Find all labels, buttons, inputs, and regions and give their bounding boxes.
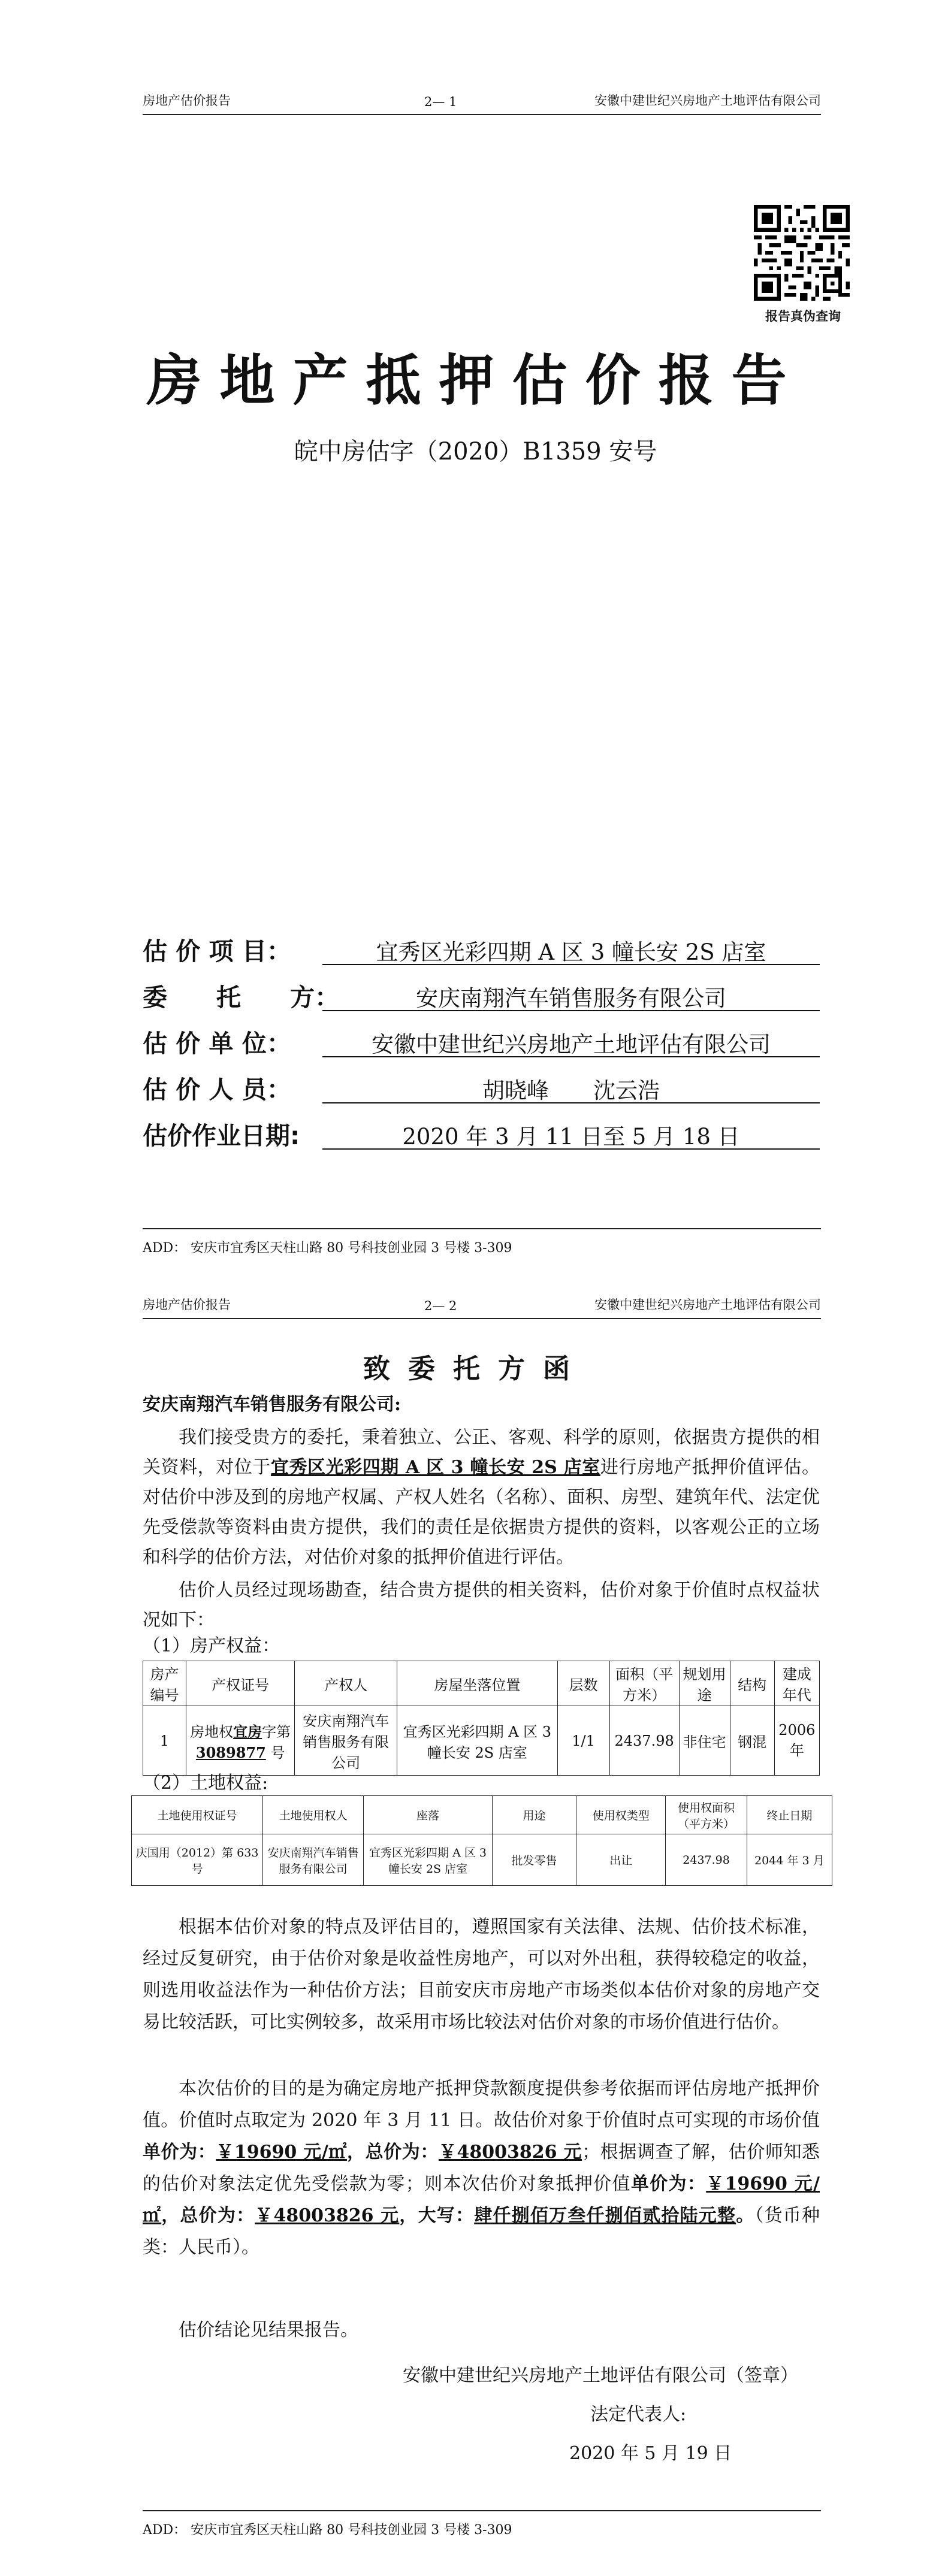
text: 3089877 — [195, 1743, 266, 1761]
info-row-client — [143, 972, 820, 1014]
info-label: 估 价 项 目： — [143, 937, 291, 966]
table-header: 结构 — [730, 1661, 774, 1706]
text: （货币种类：人民币）。 — [143, 2205, 820, 2258]
header-left: 房地产估价报告 — [143, 1298, 231, 1312]
property-address: 宜秀区光彩四期 A 区 3 幢长安 2S 店室 — [270, 1457, 600, 1478]
table-header: 终止日期 — [747, 1796, 832, 1834]
table-cell: 1 — [143, 1706, 186, 1776]
table-cell: 2437.98 — [666, 1834, 747, 1886]
text: 。 — [736, 2205, 755, 2226]
table-header: 房产编号 — [143, 1661, 186, 1706]
land-rights-table — [131, 1795, 832, 1886]
table-header: 产权人 — [295, 1661, 397, 1706]
header-left: 房地产估价报告 — [143, 93, 231, 108]
header-company: 安徽中建世纪兴房地产土地评估有限公司 — [594, 1298, 821, 1312]
signature-company: 安徽中建世纪兴房地产土地评估有限公司（签章） — [403, 2365, 798, 2386]
header-page-number: 2— 1 — [424, 95, 457, 109]
letter-title: 致委托方函 — [363, 1353, 588, 1384]
table-row — [143, 1706, 820, 1776]
text: ，总价为： — [347, 2142, 439, 2163]
info-label: 估 价 人 员： — [143, 1075, 291, 1104]
recipient: 安庆南翔汽车销售服务有限公司: — [143, 1394, 401, 1415]
info-value: 胡晓峰 沈云浩 — [322, 1072, 820, 1103]
table-cell: 批发零售 — [492, 1834, 576, 1886]
info-label: 委 托 方： — [143, 983, 339, 1012]
text: 字第 — [262, 1723, 291, 1740]
text: 单价为： — [143, 2142, 216, 2163]
paragraph-5: 估价结论见结果报告。 — [179, 2320, 358, 2341]
table-header: 规划用途 — [679, 1661, 730, 1706]
land-rights-label: （2）土地权益: — [143, 1773, 268, 1794]
table-cell: 2437.98 — [609, 1706, 679, 1776]
text: 单价为： — [630, 2173, 707, 2194]
paragraph-2: 估价人员经过现场勘查，结合贵方提供的相关资料，估价对象于价值时点权益状况如下： — [143, 1580, 820, 1631]
text: ，大写： — [399, 2205, 475, 2226]
info-value: 宜秀区光彩四期 A 区 3 幢长安 2S 店室 — [322, 934, 820, 965]
qr-label: 报告真伪查询 — [765, 309, 841, 323]
paragraph-3: 根据本估价对象的特点及评估目的，遵照国家有关法律、法规、估价技术标准，经过反复研究，由于估价对象是收益性房地产，可以对外出租，获得较稳定的收益，则选用收益法作为一种估价方法；目前安庆市房地产市场类似本估价对象的房地产交易比较活跃，可比实例较多，故采用市场比较法对估价对象的市场价值进行估价。 — [143, 1916, 820, 2033]
table-cell: 2006 年 — [774, 1706, 819, 1776]
table-cell: 安庆南翔汽车销售服务有限公司 — [295, 1706, 397, 1776]
info-row-appraisers — [143, 1064, 820, 1106]
table-cell — [186, 1706, 294, 1776]
text: 号 — [265, 1744, 285, 1761]
info-label: 估 价 单 位： — [143, 1029, 291, 1058]
text: ；根据调查了解，估价师知悉的估价对象法定优先受偿款为零；则本次估价对象抵押价值 — [143, 2142, 820, 2194]
table-header: 使用权面积（平方米） — [666, 1796, 747, 1834]
table-cell: 钢混 — [730, 1706, 774, 1776]
paragraph-1 — [143, 1423, 820, 1573]
table-cell: 出让 — [576, 1834, 666, 1886]
table-header: 使用权类型 — [576, 1796, 666, 1834]
house-rights-table — [143, 1661, 820, 1776]
table-header: 土地使用权证号 — [132, 1796, 263, 1834]
table-header: 房屋坐落位置 — [397, 1661, 557, 1706]
text: 房地权 — [190, 1723, 234, 1740]
table-cell: 非住宅 — [679, 1706, 730, 1776]
table-header: 产权证号 — [186, 1661, 294, 1706]
mortgage-total-price: ￥48003826 元 — [255, 2205, 400, 2226]
table-cell: 2044 年 3 月 — [747, 1834, 832, 1886]
info-row-work-dates — [143, 1110, 820, 1152]
info-row-appraiser-firm — [143, 1018, 820, 1060]
table-header: 建成年代 — [774, 1661, 819, 1706]
signature-representative: 法定代表人: — [590, 2404, 687, 2425]
qr-code-icon — [754, 205, 850, 301]
page-header — [143, 1294, 821, 1319]
header-company: 安徽中建世纪兴房地产土地评估有限公司 — [594, 93, 821, 108]
amount-in-words: 肆仟捌佰万叁仟捌佰贰拾陆元整 — [474, 2205, 736, 2226]
table-header: 面积（平方米） — [609, 1661, 679, 1706]
report-title: 房地产抵押估价报告 — [146, 348, 805, 413]
footer-address: ADD： 安庆市宜秀区天柱山路 80 号科技创业园 3 号楼 3-309 — [143, 2510, 821, 2538]
text: 本次估价的目的是为确定房地产抵押贷款额度提供参考依据而评估房地产抵押价值。价值时点取定为 2020 年 3 月 11 日。故估价对象于价值时点可实现的市场价值 — [143, 2078, 820, 2131]
table-cell: 宜秀区光彩四期 A 区 3 幢长安 2S 店室 — [364, 1834, 493, 1886]
info-value: 2020 年 3 月 11 日至 5 月 18 日 — [322, 1118, 820, 1150]
table-cell: 安庆南翔汽车销售服务有限公司 — [263, 1834, 364, 1886]
letter-page — [0, 1294, 951, 2576]
paragraph-4 — [143, 2073, 820, 2263]
table-header: 用途 — [492, 1796, 576, 1834]
table-cell: 1/1 — [557, 1706, 609, 1776]
table-header: 层数 — [557, 1661, 609, 1706]
table-row — [132, 1834, 832, 1886]
header-page-number: 2— 2 — [424, 1299, 457, 1313]
table-cell: 宜秀区光彩四期 A 区 3 幢长安 2S 店室 — [397, 1706, 557, 1776]
text: ，总价为： — [161, 2205, 255, 2226]
signature-date: 2020 年 5 月 19 日 — [569, 2443, 732, 2464]
table-header: 座落 — [364, 1796, 493, 1834]
house-rights-label: （1）房产权益： — [143, 1635, 280, 1656]
market-total-price: ￥48003826 元 — [438, 2142, 582, 2163]
text: 我们接受贵方的委托，秉着独立、公正、客观、科学的原则，依据贵方提供的相关资料，对位于 — [143, 1427, 820, 1478]
text: 进行房地产抵押价值评估。对估价中涉及到的房地产权属、产权人姓名（名称）、面积、房型、建筑年代、法定优先受偿款等资料由贵方提供，我们的责任是依据贵方提供的资料，以客观公正的立场和科学的估价方法，对估价对象的抵押价值进行评估。 — [143, 1457, 820, 1568]
info-value: 安庆南翔汽车销售服务有限公司 — [322, 980, 820, 1011]
page-header — [143, 90, 821, 115]
footer-address: ADD： 安庆市宜秀区天柱山路 80 号科技创业园 3 号楼 3-309 — [143, 1228, 821, 1256]
info-label: 估价作业日期: — [143, 1121, 300, 1150]
mortgage-unit-price: ￥19690 元/㎡ — [143, 2173, 820, 2226]
table-header: 土地使用权人 — [263, 1796, 364, 1834]
table-cell: 庆国用（2012）第 633 号 — [132, 1834, 263, 1886]
market-unit-price: ￥19690 元/㎡ — [216, 2142, 347, 2163]
document-number: 皖中房估字（2020）B1359 安号 — [294, 438, 657, 465]
info-value: 安徽中建世纪兴房地产土地评估有限公司 — [322, 1026, 820, 1057]
text: 宜房 — [233, 1722, 262, 1740]
info-row-project — [143, 926, 820, 967]
